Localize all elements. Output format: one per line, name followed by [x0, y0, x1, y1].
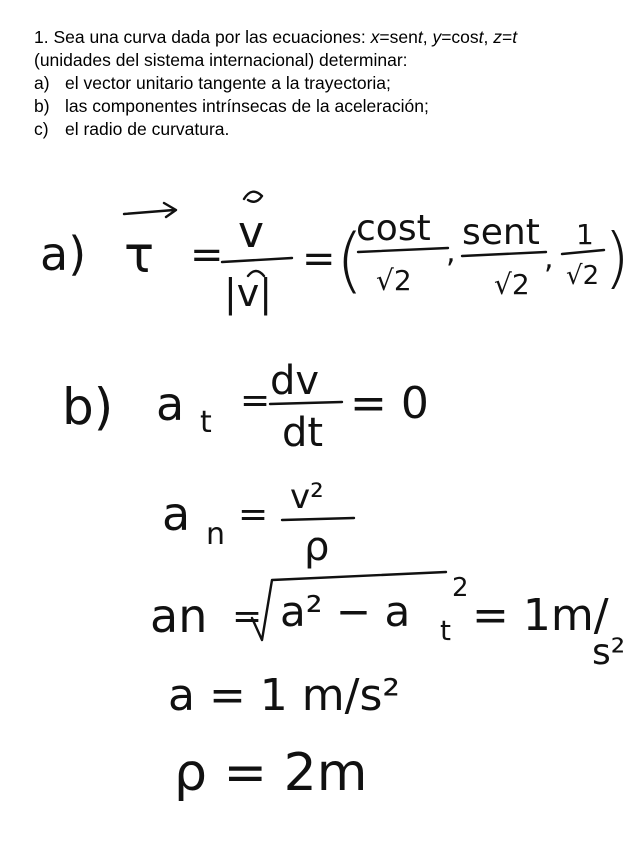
dt: dt — [282, 410, 324, 456]
eq-x-var: x — [370, 27, 380, 47]
at-a: a — [156, 377, 185, 431]
problem-intro: Sea una curva dada por las ecuaciones: — [53, 27, 371, 47]
item-text: el radio de curvatura. — [65, 119, 230, 139]
eq-x-val: =sen — [379, 27, 418, 47]
item-text: el vector unitario tangente a la trayectoria; — [65, 73, 391, 93]
cos-t: cost — [356, 208, 431, 249]
an2-result: = 1m/ — [472, 590, 609, 641]
problem-number: 1. — [34, 27, 49, 47]
at-sub: t — [200, 405, 212, 440]
at-result: = 0 — [350, 378, 429, 429]
an2-radicand-sup: 2 — [452, 573, 469, 603]
comma: , — [544, 241, 554, 276]
sqrt2: √2 — [494, 268, 530, 301]
eq-y-t: t — [478, 27, 484, 47]
sqrt2: √2 — [376, 264, 412, 297]
an2-label: an — [150, 589, 208, 643]
dv: dv — [270, 358, 320, 404]
v-numerator: v — [238, 207, 265, 258]
an2-s2: s² — [592, 632, 626, 673]
an1-a: a — [162, 487, 191, 541]
eq-sep-1: , — [422, 27, 433, 47]
rho-result: ρ = 2m — [174, 743, 368, 803]
problem-line-2: (unidades del sistema internacional) determinar: — [34, 50, 408, 70]
fraction-bar — [222, 258, 292, 262]
tau-symbol: τ — [124, 226, 155, 284]
item-marker: b) — [34, 96, 50, 116]
vector-arrow-icon — [124, 203, 176, 217]
eq-x-t: t — [417, 27, 423, 47]
fraction-bar — [282, 518, 354, 520]
right-paren: ) — [604, 219, 630, 296]
left-paren: ( — [336, 219, 364, 301]
sen-t: sent — [462, 212, 540, 253]
eq-sign-2: = — [302, 236, 336, 282]
at-eq: = — [240, 380, 271, 421]
eq-y-var: y — [432, 27, 442, 47]
sqrt2: √2 — [566, 261, 600, 291]
an1-sub: n — [206, 517, 226, 552]
an2-radicand: a² − a — [280, 587, 411, 636]
part-a-label: a) — [40, 227, 87, 281]
abs-v-denominator: |v| — [224, 271, 273, 315]
rho-denominator: ρ — [304, 524, 330, 570]
an2-eq: = — [232, 596, 263, 637]
item-marker: a) — [34, 73, 50, 93]
eq-z-val: = — [502, 27, 513, 47]
vector-arrow-icon — [244, 192, 262, 202]
one: 1 — [576, 218, 594, 251]
item-text: las componentes intrínsecas de la aceleración; — [65, 96, 429, 116]
v-squared: v² — [290, 477, 324, 517]
a-magnitude: a = 1 m/s² — [168, 670, 401, 721]
an2-radicand-sub: t — [440, 614, 451, 647]
eq-y-val: =cos — [441, 27, 479, 47]
eq-z-t: t — [512, 27, 518, 47]
eq-sep-2: , — [483, 27, 494, 47]
part-b-label: b) — [62, 378, 114, 436]
eq-sign: = — [190, 232, 224, 278]
comma: , — [446, 235, 456, 270]
an1-eq: = — [238, 494, 269, 535]
item-marker: c) — [34, 119, 49, 139]
eq-z-var: z — [493, 27, 502, 47]
